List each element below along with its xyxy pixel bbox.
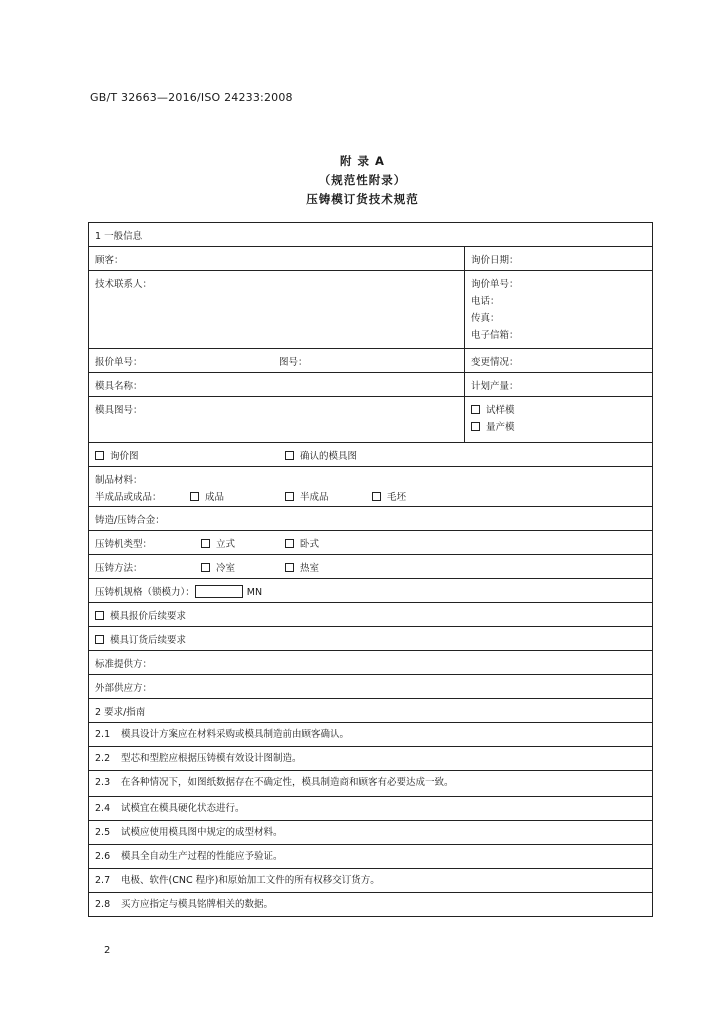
casting-alloy-label: 铸造/压铸合金： (95, 515, 165, 526)
vertical-option[interactable]: 立式 (201, 536, 235, 550)
die-name-label: 模具名称： (95, 381, 143, 392)
requirement-text: 模具设计方案应在材料采购或模具制造前由顾客确认。 (121, 729, 350, 740)
phone-label: 电话： (471, 296, 500, 307)
requirement-row (89, 797, 652, 821)
section1-heading: 1 一般信息 (95, 231, 143, 242)
drawing-type-row (89, 443, 652, 467)
std-supplier-label: 标准提供方： (95, 659, 153, 670)
clamping-force-field[interactable] (195, 585, 243, 598)
die-name-row (89, 373, 652, 397)
ext-supplier-row (89, 675, 652, 699)
die-drawing-no-label: 模具图号： (95, 405, 143, 416)
checkbox-icon[interactable] (201, 563, 210, 572)
requirement-number: 2.4 (95, 803, 111, 814)
change-status-label: 变更情况： (471, 357, 519, 368)
requirement-number: 2.7 (95, 875, 111, 886)
checkbox-icon[interactable] (285, 563, 294, 572)
section2-heading: 2 要求/指南 (95, 707, 146, 718)
horizontal-option[interactable]: 卧式 (285, 536, 319, 550)
cold-chamber-option[interactable]: 冷室 (201, 560, 235, 574)
requirement-text: 试模宜在模具硬化状态进行。 (121, 803, 245, 814)
material-row (89, 467, 652, 507)
checkbox-icon[interactable] (372, 492, 381, 501)
semi-or-finished-label: 半成品或成品： (95, 492, 162, 503)
requirement-number: 2.5 (95, 827, 111, 838)
part-material-label: 制品材料： (95, 475, 143, 486)
inquiry-drawing-option[interactable]: 询价图 (95, 451, 139, 462)
section2-heading-row (89, 699, 652, 723)
checkbox-icon[interactable] (471, 405, 480, 414)
alloy-row (89, 507, 652, 531)
std-supplier-row (89, 651, 652, 675)
quote-no-label: 报价单号： (95, 357, 143, 368)
casting-method-row (89, 555, 652, 579)
requirement-text: 模具全自动生产过程的性能应予验证。 (121, 851, 283, 862)
order-followup-option[interactable]: 模具订货后续要求 (95, 635, 186, 646)
requirement-text: 试模应使用模具图中规定的成型材料。 (121, 827, 283, 838)
die-drawing-row (89, 397, 652, 443)
confirmed-drawing-option[interactable]: 确认的模具图 (285, 448, 357, 462)
trial-die-option[interactable]: 试样模 (471, 402, 646, 419)
requirement-number: 2.6 (95, 851, 111, 862)
requirement-text: 型芯和型腔应根据压铸模有效设计图制造。 (121, 753, 302, 764)
requirement-row (89, 869, 652, 893)
planned-output-label: 计划产量： (471, 381, 519, 392)
email-label: 电子信箱： (471, 330, 519, 341)
checkbox-icon[interactable] (285, 451, 294, 460)
checkbox-icon[interactable] (285, 492, 294, 501)
order-followup-row (89, 627, 652, 651)
quote-followup-row (89, 603, 652, 627)
requirement-number: 2.8 (95, 899, 111, 910)
quote-row (89, 349, 652, 373)
checkbox-icon[interactable] (471, 422, 480, 431)
requirement-row (89, 845, 652, 869)
machine-spec-label: 压铸机规格（锁模力）： (95, 587, 195, 598)
order-spec-form (88, 222, 653, 917)
machine-type-row (89, 531, 652, 555)
hot-chamber-option[interactable]: 热室 (285, 560, 319, 574)
annex-normative: （规范性附录） (318, 173, 407, 187)
requirement-text: 在各种情况下，如图纸数据存在不确定性，模具制造商和顾客有必要达成一致。 (121, 777, 454, 788)
checkbox-icon[interactable] (95, 635, 104, 644)
customer-label: 顾客： (95, 255, 124, 266)
requirement-row (89, 747, 652, 771)
checkbox-icon[interactable] (285, 539, 294, 548)
standard-code: GB/T 32663—2016/ISO 24233:2008 (90, 91, 293, 104)
contact-row (89, 271, 652, 349)
inquiry-no-label: 询价单号： (471, 279, 519, 290)
checkbox-icon[interactable] (201, 539, 210, 548)
drawing-no-label: 图号： (279, 357, 308, 368)
checkbox-icon[interactable] (190, 492, 199, 501)
requirement-text: 买方应指定与模具铭牌相关的数据。 (121, 899, 274, 910)
checkbox-icon[interactable] (95, 611, 104, 620)
annex-title: 附 录 A (340, 154, 385, 168)
requirement-row (89, 771, 652, 797)
requirement-number: 2.2 (95, 753, 111, 764)
machine-spec-row (89, 579, 652, 603)
fax-label: 传真： (471, 313, 500, 324)
page-number: 2 (104, 945, 111, 956)
title-block (0, 152, 725, 209)
checkbox-icon[interactable] (95, 451, 104, 460)
requirement-number: 2.3 (95, 777, 111, 788)
tech-contact-label: 技术联系人： (95, 279, 153, 290)
production-die-option[interactable]: 量产模 (471, 419, 646, 436)
requirement-row (89, 893, 652, 917)
semi-finished-option[interactable]: 半成品 (285, 489, 329, 506)
annex-name: 压铸模订货技术规范 (306, 192, 419, 206)
unit-label: MN (246, 587, 263, 598)
blank-option[interactable]: 毛坯 (372, 489, 406, 506)
customer-row (89, 247, 652, 271)
machine-type-label: 压铸机类型： (95, 539, 153, 550)
quote-followup-option[interactable]: 模具报价后续要求 (95, 611, 186, 622)
requirement-row (89, 723, 652, 747)
ext-supplier-label: 外部供应方： (95, 683, 153, 694)
finished-option[interactable]: 成品 (190, 489, 224, 506)
requirement-number: 2.1 (95, 729, 111, 740)
requirement-row (89, 821, 652, 845)
inquiry-date-label: 询价日期： (471, 255, 519, 266)
casting-method-label: 压铸方法： (95, 563, 143, 574)
section1-heading-row (89, 223, 652, 247)
requirement-text: 电极、软件(CNC 程序)和原始加工文件的所有权移交订货方。 (121, 875, 380, 886)
